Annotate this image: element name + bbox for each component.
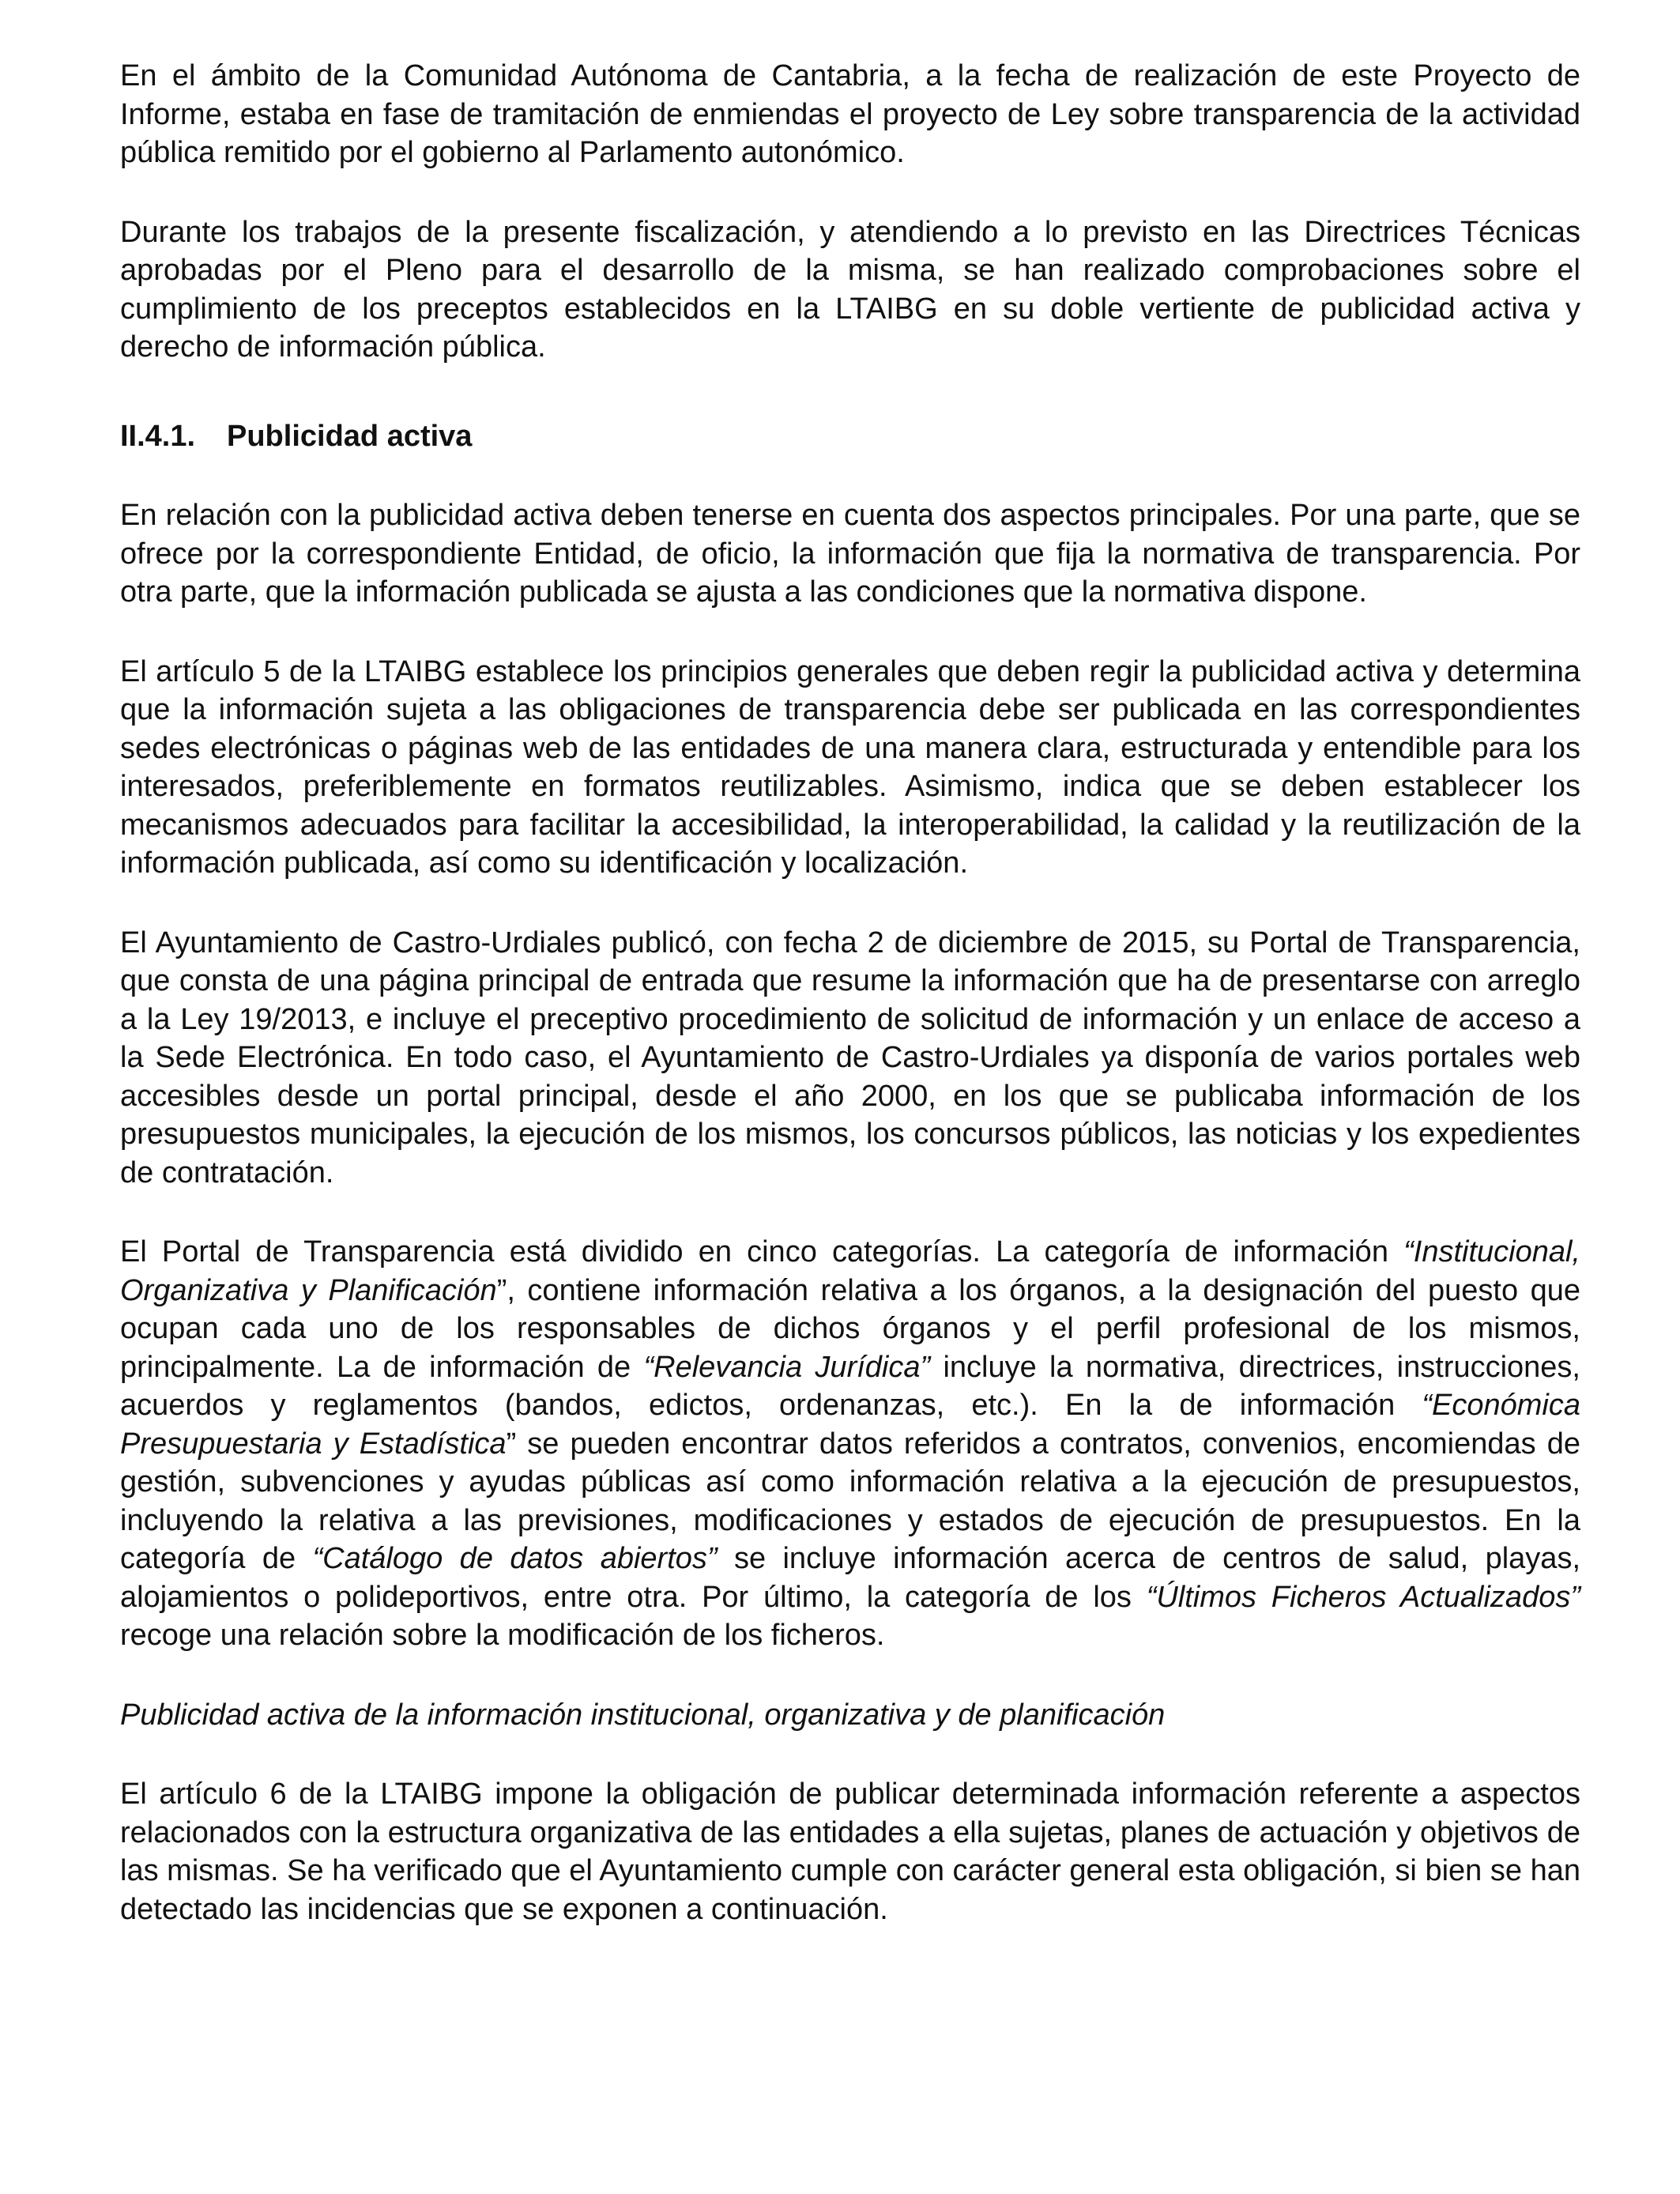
section-number: II.4.1.	[120, 419, 196, 453]
text-span: se incluye información acerca de centros de salud, playas, alojamientos o polideportivos, entre otra. Por último, la categoría de los	[120, 1542, 1581, 1614]
document-page	[120, 57, 1580, 1928]
text-span: El Portal de Transparencia está dividido en cinco categorías. La categoría de información	[120, 1235, 1404, 1269]
paragraph-publicidad-activa: En relación con la publicidad activa deben tenerse en cuenta dos aspectos principales. Por una parte, que se ofrece por la correspondiente Entidad, de oficio, la información que fija la normativa de transparencia. Por otra parte, que la información publicada se ajusta a las condiciones que la normativa dispone.	[120, 499, 1580, 609]
category-economica: “Económica Presupuestaria y Estadística	[120, 1389, 1580, 1461]
paragraph-cantabria: En el ámbito de la Comunidad Autónoma de Cantabria, a la fecha de realización de este Proyecto de Informe, estaba en fase de tramitación de enmiendas el proyecto de Ley sobre transparencia de la actividad pública remitido por el gobierno al Parlamento autonómico.	[120, 59, 1580, 169]
paragraph-portal-transparencia: El Ayuntamiento de Castro-Urdiales publicó, con fecha 2 de diciembre de 2015, su Portal de Transparencia, que consta de una página principal de entrada que resume la información que ha de presentarse con arreglo a la Ley 19/2013, e incluye el preceptivo procedimiento de solicitud de información y un enlace de acceso a la Sede Electrónica. En todo caso, el Ayuntamiento de Castro-Urdiales ya disponía de varios portales web accesibles desde un portal principal, desde el año 2000, en los que se publicaba información de los presupuestos municipales, la ejecución de los mismos, los concursos públicos, las noticias y los expedientes de contratación.	[120, 925, 1580, 1189]
category-ultimos-ficheros: “Últimos Ficheros Actualizados”	[1146, 1580, 1580, 1614]
paragraph-fiscalizacion: Durante los trabajos de la presente fiscalización, y atendiendo a lo previsto en las Directrices Técnicas aprobadas por el Pleno para el desarrollo de la misma, se han realizado comprobaciones sobre el cumplimiento de los preceptos establecidos en la LTAIBG en su doble vertiente de publicidad activa y derecho de información pública.	[120, 215, 1580, 364]
category-relevancia-juridica: “Relevancia Jurídica”	[643, 1350, 931, 1384]
section-title: Publicidad activa	[227, 419, 473, 453]
section-heading	[120, 417, 1580, 456]
text-span: ” se pueden encontrar datos referidos a contratos, convenios, encomiendas de gestión, subvenciones y ayudas públicas así como información relativa a la ejecución de presupuestos, incluyendo la relativa a las previsiones, modificaciones y estados de ejecución de presupuestos. En la categoría de	[120, 1427, 1580, 1575]
text-span: ”, contiene información relativa a los órganos, a la designación del puesto que ocupan cada uno de los responsables de dichos órganos y el perfil profesional de los mismos, principalmente. La de información de	[120, 1273, 1580, 1384]
paragraph-articulo-6: El artículo 6 de la LTAIBG impone la obligación de publicar determinada información referente a aspectos relacionados con la estructura organizativa de las entidades a ella sujetas, planes de actuación y objetivos de las mismas. Se ha verificado que el Ayuntamiento cumple con carácter general esta obligación, si bien se han detectado las incidencias que se exponen a continuación.	[120, 1777, 1580, 1926]
text-span: recoge una relación sobre la modificación de los ficheros.	[120, 1619, 885, 1652]
paragraph-articulo-5: El artículo 5 de la LTAIBG establece los principios generales que deben regir la publicidad activa y determina que la información sujeta a las obligaciones de transparencia debe ser publicada en las correspondientes sedes electrónicas o páginas web de las entidades de una manera clara, estructurada y entendible para los interesados, preferiblemente en formatos reutilizables. Asimismo, indica que se deben establecer los mecanismos adecuados para facilitar la accesibilidad, la interoperabilidad, la calidad y la reutilización de la información publicada, así como su identificación y localización.	[120, 654, 1580, 880]
category-institucional: “Institucional, Organizativa y Planificación	[120, 1235, 1580, 1307]
paragraph-categorias	[120, 1233, 1580, 1655]
text-span: incluye la normativa, directrices, instrucciones, acuerdos y reglamentos (bandos, edictos, ordenanzas, etc.). En la de información	[120, 1350, 1580, 1422]
subsection-heading-italic: Publicidad activa de la información institucional, organizativa y de planificación	[120, 1698, 1166, 1732]
category-datos-abiertos: “Catálogo de datos abiertos”	[312, 1542, 718, 1575]
